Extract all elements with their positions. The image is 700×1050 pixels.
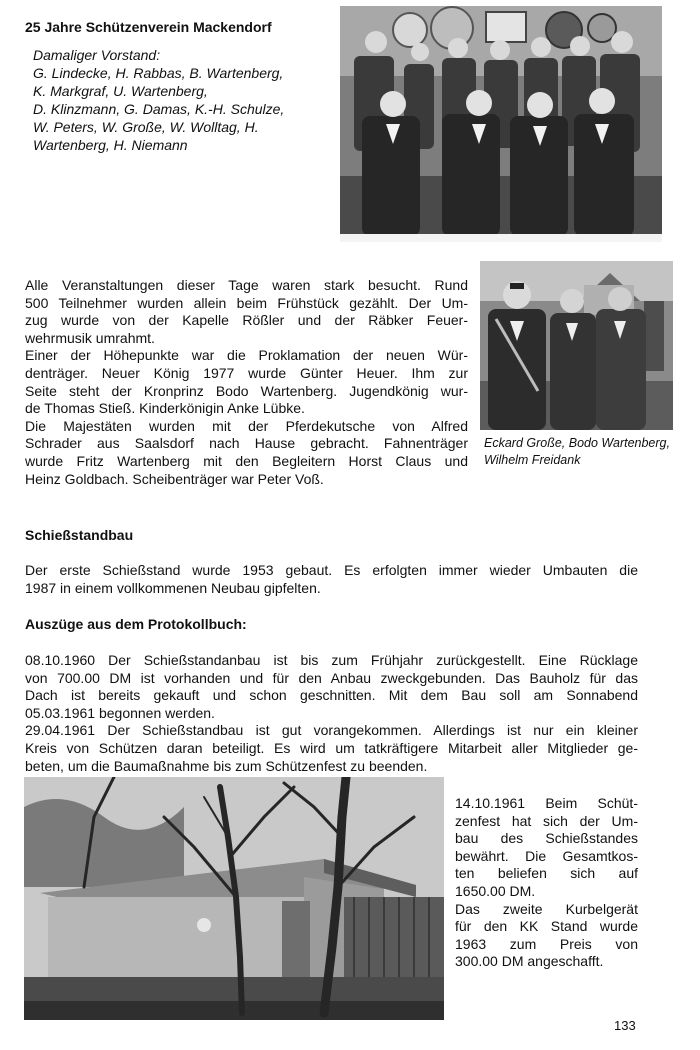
events-line: Alle Veranstaltungen dieser Tage waren stark besucht. Rund bbox=[25, 277, 468, 293]
protocol-side-line: Das zweite Kurbelgerät bbox=[455, 900, 638, 917]
procession-photo-image bbox=[480, 261, 673, 430]
events-line: Die Majestäten wurden mit der Pferdekutsche von Alfred bbox=[25, 417, 468, 434]
board-members-block bbox=[33, 46, 333, 154]
protocol-side-paragraph bbox=[455, 795, 638, 971]
protocol-side-line: ten beliefen sich auf bbox=[455, 865, 638, 882]
protocol-line: Dach ist bereits gekauft und schon geschnitten. Mit dem Bau soll am Sonnabend bbox=[25, 687, 638, 704]
board-line: G. Lindecke, H. Rabbas, B. Wartenberg, bbox=[33, 65, 284, 81]
board-line: D. Klinzmann, G. Damas, K.-H. Schulze, bbox=[33, 101, 285, 117]
protocol-paragraph bbox=[25, 652, 638, 775]
board-group-photo-image bbox=[340, 6, 662, 242]
events-line: zug wurde von der Kapelle Rößler und der Räbker Feuer- bbox=[25, 312, 468, 329]
protocol-side-line: bewährt. Die Gesamtkos- bbox=[455, 847, 638, 864]
events-line: 500 Teilnehmer wurden allein beim Frühstück gezählt. Der Um- bbox=[25, 294, 468, 311]
events-line: de Thomas Stieß. Kinderkönigin Anke Lübke. bbox=[25, 400, 305, 417]
board-line: Wartenberg, H. Niemann bbox=[33, 137, 188, 153]
events-line: Schrader aus Saalsdorf nach Hause gebracht. Fahnenträger bbox=[25, 435, 468, 452]
shooting-range-photo-image bbox=[24, 777, 444, 1020]
range-line: Der erste Schießstand wurde 1953 gebaut. Es erfolgten immer wieder Umbauten die bbox=[25, 562, 638, 578]
protocol-line: beten, um die Baumaßnahme bis zum Schützenfest zu beenden. bbox=[25, 757, 428, 774]
events-paragraph bbox=[25, 277, 468, 488]
protocol-heading: Auszüge aus dem Protokollbuch: bbox=[25, 616, 247, 632]
events-line: wurde Fritz Wartenberg mit den Begleitern Horst Claus und bbox=[25, 452, 468, 469]
board-group-photo bbox=[340, 6, 662, 242]
events-line: wehrmusik umrahmt. bbox=[25, 329, 155, 346]
protocol-side-line: 1963 zum Preis von bbox=[455, 935, 638, 952]
range-heading: Schießstandbau bbox=[25, 527, 134, 543]
protocol-line: von 700.00 DM ist vorhanden und für den Anbau zweckgebunden. Das Bauholz für das bbox=[25, 669, 638, 686]
protocol-side-line: 300.00 DM angeschafft. bbox=[455, 953, 604, 970]
shooting-range-photo bbox=[24, 777, 444, 1020]
protocol-side-line: bau des Schießstandes bbox=[455, 830, 638, 847]
board-heading: Damaliger Vorstand: bbox=[33, 47, 161, 63]
protocol-line: 08.10.1960 Der Schießstandanbau ist bis zum Frühjahr zurückgestellt. Eine Rücklage bbox=[25, 652, 638, 668]
procession-photo-caption bbox=[484, 435, 698, 469]
page-title: 25 Jahre Schützenverein Mackendorf bbox=[25, 19, 272, 35]
events-line: Seite steht der Kronprinz Bodo Wartenberg. Jugendkönig wur- bbox=[25, 382, 468, 399]
range-paragraph bbox=[25, 562, 638, 597]
caption-line: Wilhelm Freidank bbox=[484, 453, 581, 467]
events-line: Heinz Goldbach. Scheibenträger war Peter Voß. bbox=[25, 470, 324, 487]
events-line: denträger. Neuer König 1977 wurde Günter Heuer. Ihm zur bbox=[25, 364, 468, 381]
procession-photo bbox=[480, 261, 673, 430]
protocol-line: 29.04.1961 Der Schießstandbau ist gut vorangekommen. Allerdings ist nur ein kleiner bbox=[25, 722, 638, 739]
events-line: Einer der Höhepunkte war die Proklamation der neuen Wür- bbox=[25, 347, 468, 364]
caption-line: Eckard Große, Bodo Wartenberg, bbox=[484, 436, 670, 450]
range-line: 1987 in einem vollkommenen Neubau gipfelten. bbox=[25, 579, 321, 596]
protocol-side-line: 1650.00 DM. bbox=[455, 882, 536, 899]
protocol-line: 05.03.1961 begonnen werden. bbox=[25, 704, 215, 721]
protocol-side-line: zenfest hat sich der Um- bbox=[455, 812, 638, 829]
page-number: 133 bbox=[614, 1018, 636, 1033]
board-line: K. Markgraf, U. Wartenberg, bbox=[33, 83, 208, 99]
protocol-side-line: für den KK Stand wurde bbox=[455, 918, 638, 935]
board-line: W. Peters, W. Große, W. Wolltag, H. bbox=[33, 119, 259, 135]
protocol-line: Kreis von Schützen daran beteiligt. Es wird um tatkräftigere Mitarbeit aller Mitglieder ge- bbox=[25, 739, 638, 756]
protocol-side-line: 14.10.1961 Beim Schüt- bbox=[455, 795, 638, 811]
